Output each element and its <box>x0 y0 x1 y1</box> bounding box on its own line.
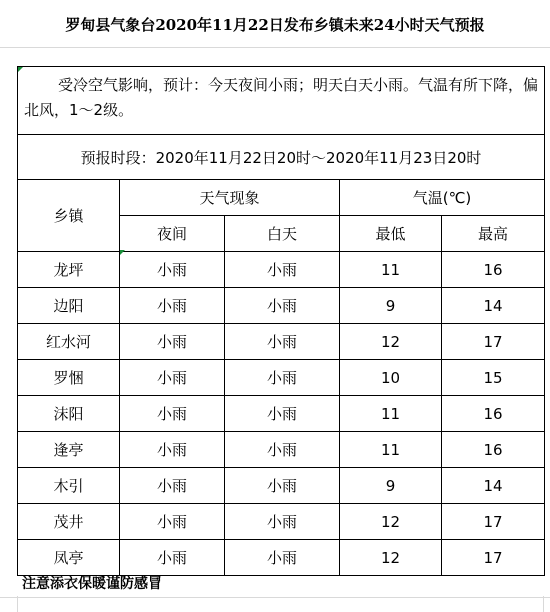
town-name: 木引 <box>18 468 120 504</box>
grid-line <box>543 596 544 612</box>
forecast-period: 预报时段：2020年11月22日20时～2020年11月23日20时 <box>18 135 545 180</box>
high-temp: 14 <box>442 468 545 504</box>
high-temp: 16 <box>442 432 545 468</box>
low-temp: 11 <box>340 396 442 432</box>
forecast-table <box>17 66 545 576</box>
night-weather: 小雨 <box>120 396 225 432</box>
grid-line <box>0 597 550 598</box>
grid-line <box>0 47 550 48</box>
table-row <box>18 360 545 396</box>
header-temperature: 气温(℃) <box>340 180 545 216</box>
high-temp: 16 <box>442 396 545 432</box>
high-temp: 17 <box>442 504 545 540</box>
night-weather: 小雨 <box>120 540 225 576</box>
town-name: 茂井 <box>18 504 120 540</box>
night-weather: 小雨 <box>120 468 225 504</box>
table-row <box>18 432 545 468</box>
low-temp: 11 <box>340 252 442 288</box>
town-name: 罗悃 <box>18 360 120 396</box>
night-weather: 小雨 <box>120 288 225 324</box>
low-temp: 12 <box>340 324 442 360</box>
table-row <box>18 252 545 288</box>
day-weather: 小雨 <box>225 432 340 468</box>
header-high: 最高 <box>442 216 545 252</box>
town-name: 龙坪 <box>18 252 120 288</box>
night-weather: 小雨 <box>120 432 225 468</box>
high-temp: 17 <box>442 324 545 360</box>
table-row <box>18 288 545 324</box>
header-weather: 天气现象 <box>120 180 340 216</box>
low-temp: 9 <box>340 288 442 324</box>
day-weather: 小雨 <box>225 504 340 540</box>
day-weather: 小雨 <box>225 288 340 324</box>
forecast-summary: 受冷空气影响，预计：今天夜间小雨；明天白天小雨。气温有所下降，偏北风，1～2级。 <box>18 67 545 135</box>
high-temp: 17 <box>442 540 545 576</box>
header-night: 夜间 <box>120 216 225 252</box>
table-row <box>18 324 545 360</box>
high-temp: 15 <box>442 360 545 396</box>
high-temp: 14 <box>442 288 545 324</box>
high-temp: 16 <box>442 252 545 288</box>
cell-marker-icon <box>18 67 23 72</box>
low-temp: 12 <box>340 504 442 540</box>
cell-marker-icon <box>120 250 125 255</box>
town-name: 红水河 <box>18 324 120 360</box>
day-weather: 小雨 <box>225 540 340 576</box>
night-weather: 小雨 <box>120 360 225 396</box>
day-weather: 小雨 <box>225 252 340 288</box>
night-weather: 小雨 <box>120 324 225 360</box>
town-name: 凤亭 <box>18 540 120 576</box>
town-name: 逢亭 <box>18 432 120 468</box>
day-weather: 小雨 <box>225 396 340 432</box>
report-title: 罗甸县气象台2020年11月22日发布乡镇未来24小时天气预报 <box>65 16 485 34</box>
day-weather: 小雨 <box>225 468 340 504</box>
table-row <box>18 504 545 540</box>
table-row <box>18 396 545 432</box>
header-low: 最低 <box>340 216 442 252</box>
table-row <box>18 468 545 504</box>
day-weather: 小雨 <box>225 324 340 360</box>
low-temp: 9 <box>340 468 442 504</box>
header-town: 乡镇 <box>18 180 120 252</box>
town-name: 边阳 <box>18 288 120 324</box>
town-name: 沫阳 <box>18 396 120 432</box>
low-temp: 11 <box>340 432 442 468</box>
table-row <box>18 540 545 576</box>
grid-line <box>17 596 18 612</box>
footer-note: 注意添衣保暖谨防感冒 <box>22 576 162 592</box>
night-weather: 小雨 <box>120 504 225 540</box>
low-temp: 10 <box>340 360 442 396</box>
header-day: 白天 <box>225 216 340 252</box>
day-weather: 小雨 <box>225 360 340 396</box>
low-temp: 12 <box>340 540 442 576</box>
night-weather: 小雨 <box>120 252 225 288</box>
